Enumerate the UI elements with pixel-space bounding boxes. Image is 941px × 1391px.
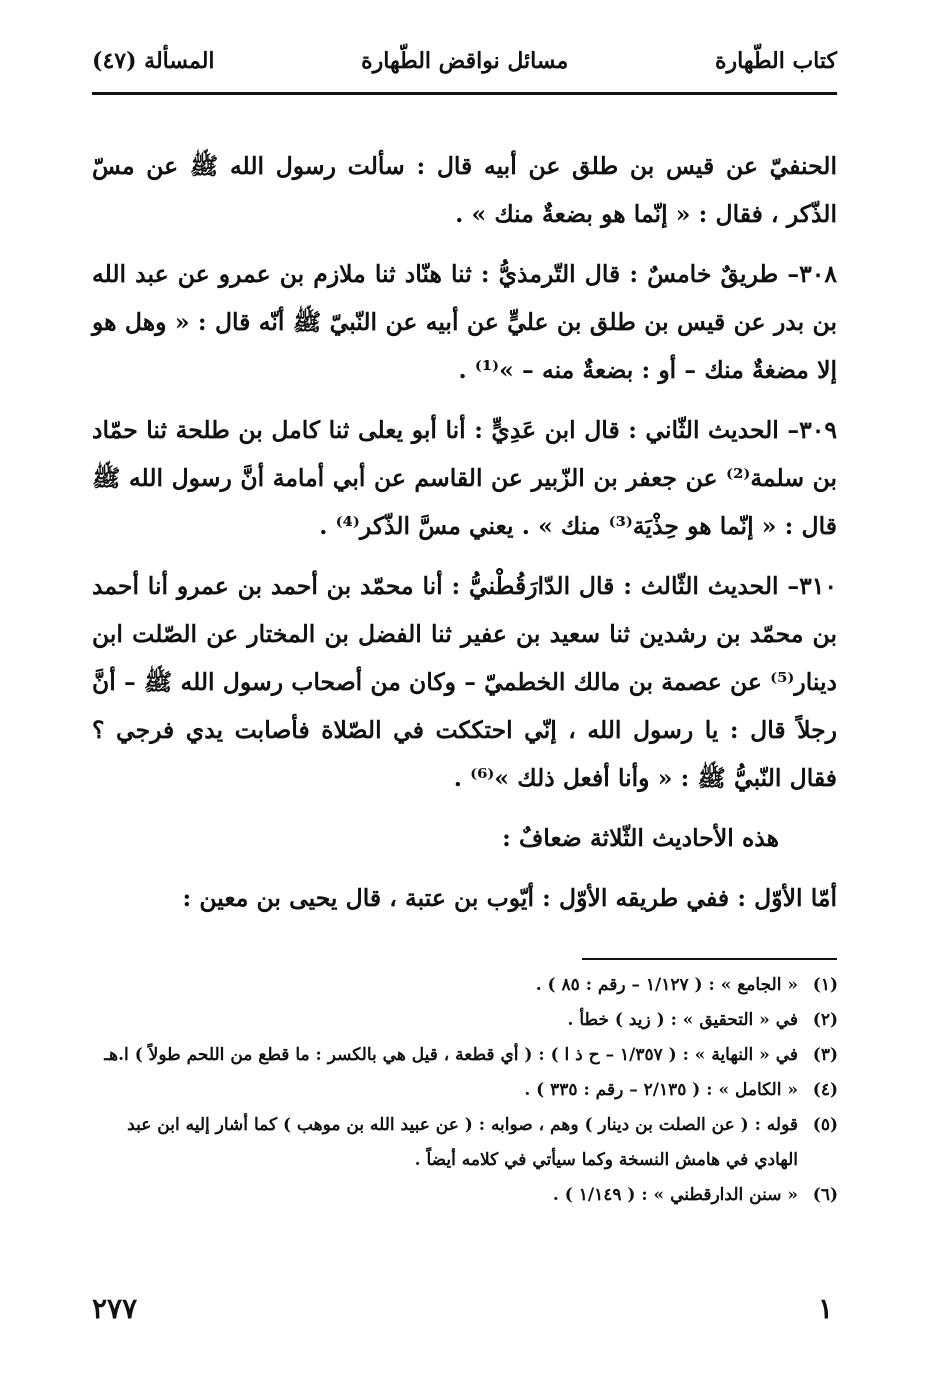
chapter-title: مسائل نواقض الطّهارة — [361, 48, 569, 74]
issue-number: المسألة (٤٧) — [92, 48, 215, 74]
main-text — [92, 142, 837, 934]
page-number: ٢٧٧ — [92, 1292, 138, 1325]
footnote-number: (٦) — [812, 1185, 838, 1205]
footnote-3 — [88, 1038, 838, 1073]
running-header — [92, 48, 837, 88]
footnote-number: (٢) — [812, 1010, 838, 1030]
footnote-2 — [88, 1003, 838, 1038]
paragraph-summary: هذه الأحاديث الثّلاثة ضعافٌ : — [502, 824, 779, 852]
footnote-4 — [88, 1073, 838, 1108]
footnote-number: (٣) — [812, 1045, 838, 1065]
footnote-6 — [88, 1178, 838, 1213]
paragraph-310: ٣١٠– الحديث الثّالث : قال الدّارَقُطْنيُّ : أنا محمّد بن أحمد بن عمرو أنا أحمد بن محمّد بن رشدين ثنا سعيد بن عفير ثنا الفضل بن المختار عن الصّلت ابن دينار⁽⁵⁾ عن عصمة بن مالك الخطميّ – وكان من أصحاب رسول الله ﷺ – أنَّ رجلاً قال : يا رسول الله ، إنّي احتككت في الصّلاة فأصابت يدي فرجي ؟ فقال النّبيُّ ﷺ : « وأنا أفعل ذلك »⁽⁶⁾ . — [92, 572, 837, 792]
paragraph-308: ٣٠٨– طريقٌ خامسٌ : قال التّرمذيُّ : ثنا هنّاد ثنا ملازم بن عمرو عن عبد الله بن بدر عن قيس بن طلق بن عليٍّ عن أبيه عن النّبيّ ﷺ أنّه قال : « وهل هو إلا مضغةٌ منك – أو : بضعةٌ منه – »⁽¹⁾ . — [92, 260, 837, 384]
footnotes — [88, 968, 838, 1213]
footnote-number: (٥) — [812, 1115, 838, 1135]
footnote-1 — [88, 968, 838, 1003]
header-rule — [92, 92, 837, 95]
footnote-separator — [582, 958, 837, 960]
footnote-text: في « التحقيق » : ( زيد ) خطأ . — [567, 1010, 798, 1030]
footnote-text: قوله : ( عن الصلت بن دينار ) وهم ، صوابه : ( عن عبيد الله بن موهب ) كما أشار إليه ابن عبد الهادي في هامش النسخة وكما سيأتي في كلامه أيضاً . — [127, 1115, 798, 1170]
footnote-text: « الكامل » : ( ٢/١٣٥ – رقم : ٣٣٥ ) . — [524, 1080, 798, 1100]
footnote-text: « سنن الدارقطني » : ( ١/١٤٩ ) . — [552, 1185, 798, 1205]
footnote-text: « الجامع » : ( ١/١٢٧ – رقم : ٨٥ ) . — [535, 975, 798, 995]
footnote-5 — [88, 1108, 838, 1178]
signature-mark: ١ — [817, 1292, 833, 1325]
paragraph-first-analysis: أمّا الأوّل : ففي طريقه الأوّل : أيّوب بن عتبة ، قال يحيى بن معين : — [182, 884, 837, 912]
footnote-number: (١) — [812, 975, 838, 995]
book-title: كتاب الطّهارة — [714, 48, 837, 74]
paragraph-continuation: الحنفيّ عن قيس بن طلق عن أبيه قال : سألت رسول الله ﷺ عن مسّ الذّكر ، فقال : « إنّما هو بضعةٌ منك » . — [92, 152, 837, 228]
paragraph-309: ٣٠٩– الحديث الثّاني : قال ابن عَدِيٍّ : أنا أبو يعلى ثنا كامل بن طلحة ثنا حمّاد بن سلمة⁽²⁾ عن جعفر بن الزّبير عن القاسم عن أبي أمامة أنَّ رسول الله ﷺ قال : « إنّما هو حِذْيَة⁽³⁾ منك » . يعني مسَّ الذّكر⁽⁴⁾ . — [92, 416, 837, 540]
footnote-text: في « النهاية » : ( ١/٣٥٧ – ح ذ ا ) : ( أي قطعة ، قيل هي بالكسر : ما قطع من اللحم طولاً ) ا.هـ — [104, 1045, 798, 1065]
footnote-number: (٤) — [812, 1080, 838, 1100]
